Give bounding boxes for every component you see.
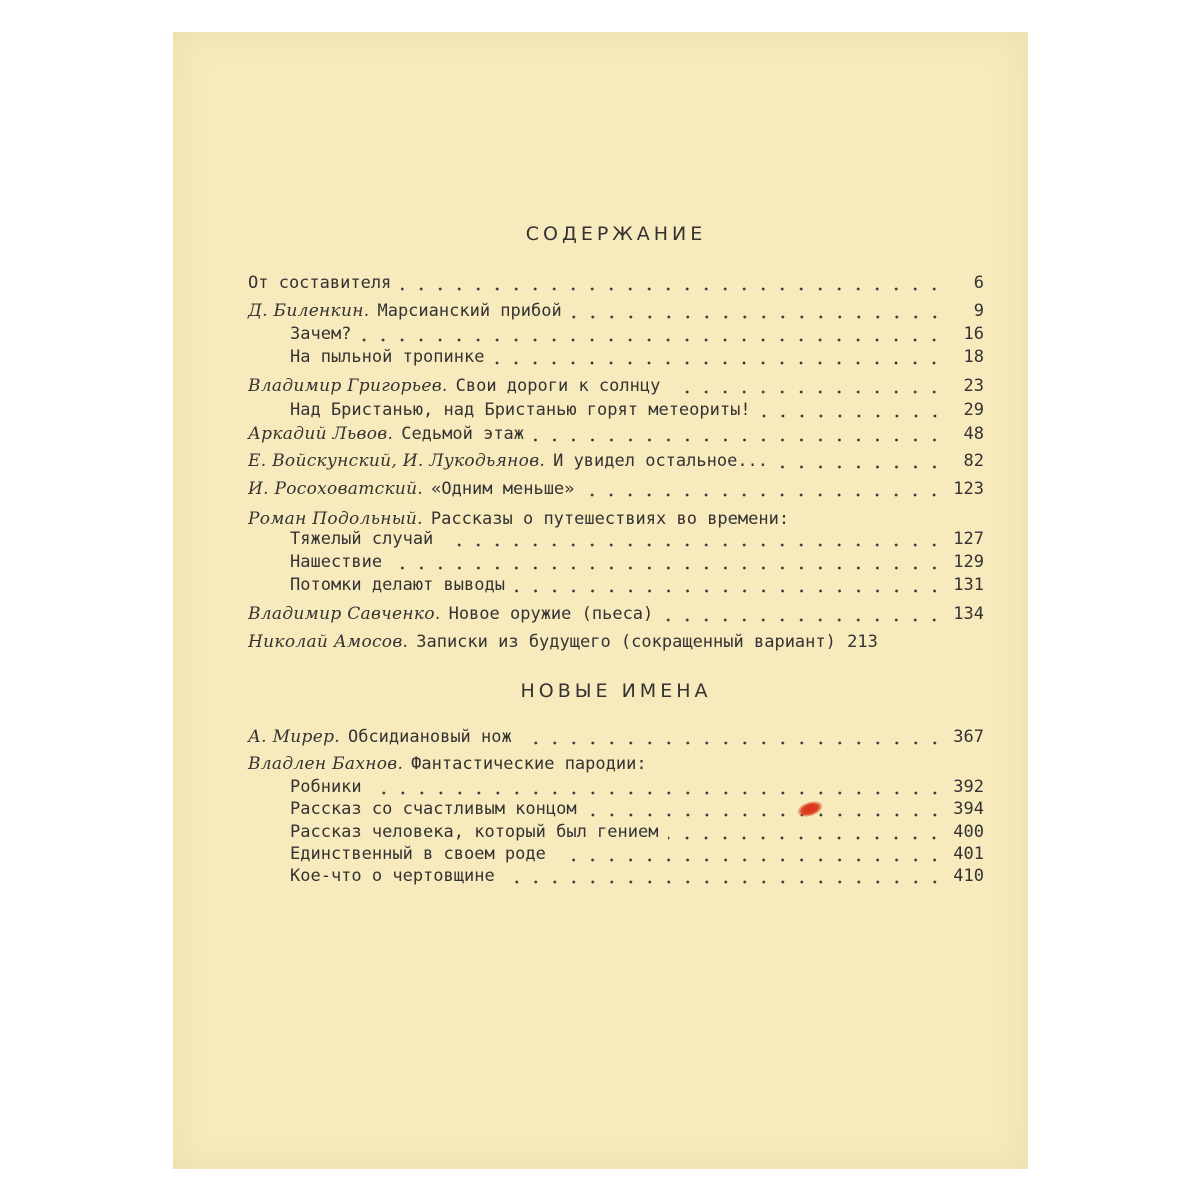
dot-leader — [443, 530, 944, 548]
dot-leader — [761, 401, 944, 419]
toc-entry — [290, 820, 984, 844]
toc-entry — [248, 602, 984, 626]
dot-leader — [534, 425, 944, 443]
entry-page: 129 — [953, 552, 984, 572]
entry-title: Новое оружие (пьеса) — [448, 604, 654, 624]
book-page — [173, 32, 1028, 1169]
entry-title: И увидел остальное... — [553, 451, 769, 471]
entry-page: 410 — [953, 866, 984, 886]
entry-title: «Одним меньше» — [431, 479, 575, 499]
entry-title: На пыльной тропинке — [290, 347, 485, 367]
dot-leader — [372, 778, 944, 796]
dot-leader — [668, 823, 944, 841]
entry-page: 134 — [953, 604, 984, 624]
entry-page: 16 — [963, 324, 984, 344]
entry-page: 401 — [953, 844, 984, 864]
toc-entry — [290, 797, 984, 821]
entry-author: Владлен Бахнов. — [248, 754, 404, 774]
entry-page: 394 — [953, 799, 984, 819]
entry-page: 123 — [953, 479, 984, 499]
toc-entry — [248, 449, 984, 473]
entry-author: Аркадий Львов. — [248, 424, 394, 444]
entry-title: Потомки делают выводы — [290, 575, 505, 595]
dot-leader — [494, 348, 944, 366]
entry-title: Фантастические пародии: — [411, 754, 647, 774]
entry-author: Владимир Григорьев. — [248, 376, 448, 396]
toc-entry — [248, 630, 984, 654]
dot-leader — [587, 800, 944, 818]
entry-page: 18 — [963, 347, 984, 367]
entry-author: И. Росоховатский. — [248, 479, 424, 499]
entry-page: 82 — [963, 451, 984, 471]
entry-title: Марсианский прибой — [377, 301, 562, 321]
dot-leader — [556, 845, 944, 863]
toc-entry — [290, 775, 984, 799]
entry-title: Тяжелый случай — [290, 529, 434, 549]
entry-author: Д. Биленкин. — [248, 301, 370, 321]
entry-title: Зачем? — [290, 324, 352, 344]
entry-title: От составителя — [248, 273, 392, 293]
dot-leader — [505, 867, 944, 885]
new-names-heading: НОВЫЕ ИМЕНА — [520, 680, 712, 702]
entry-page: 392 — [953, 777, 984, 797]
toc-entry — [248, 374, 984, 398]
entry-page: 367 — [953, 727, 984, 747]
entry-title: Обсидиановый нож — [347, 727, 512, 747]
dot-leader — [572, 302, 944, 320]
toc-entry — [290, 842, 984, 866]
entry-page: 23 — [963, 376, 984, 396]
toc-entry — [248, 422, 984, 446]
entry-title: Рассказ человека, который был гением — [290, 822, 659, 842]
dot-leader — [663, 605, 944, 623]
toc-entry — [248, 752, 984, 776]
toc-entry — [248, 299, 984, 323]
entry-author: Николай Амосов. — [248, 632, 409, 652]
toc-entry — [248, 271, 984, 295]
entry-title: Седьмой этаж — [401, 424, 525, 444]
dot-leader — [515, 576, 944, 594]
entry-author: Роман Подольный. — [248, 509, 423, 529]
entry-title: Единственный в своем роде — [290, 844, 546, 864]
entry-title: Рассказ со счастливым концом — [290, 799, 577, 819]
entry-title: Свои дороги к солнцу — [455, 376, 661, 396]
dot-leader — [584, 480, 944, 498]
entry-page: 6 — [973, 273, 984, 293]
toc-entry — [248, 725, 984, 749]
entry-page: 29 — [963, 400, 984, 420]
entry-author: Е. Войскунский, И. Лукодьянов. — [248, 451, 546, 471]
entry-title: Нашествие — [290, 552, 383, 572]
toc-entry — [290, 864, 984, 888]
toc-entry — [290, 322, 984, 346]
toc-entry — [248, 477, 984, 501]
entry-title: Кое-что о чертовщине — [290, 866, 495, 886]
entry-title: Записки из будущего (сокращенный вариант) — [416, 632, 836, 652]
dot-leader — [361, 325, 944, 343]
entry-author: А. Мирер. — [248, 727, 340, 747]
dot-leader — [522, 728, 944, 746]
entry-page: 131 — [953, 575, 984, 595]
dot-leader — [778, 452, 944, 470]
dot-leader — [392, 553, 944, 571]
entry-page: 400 — [953, 822, 984, 842]
entry-page: 127 — [953, 529, 984, 549]
entry-title: Робники — [290, 777, 362, 797]
entry-page: 213 — [847, 632, 878, 652]
dot-leader — [670, 377, 944, 395]
toc-entry — [290, 573, 984, 597]
entry-title: Рассказы о путешествиях во времени: — [430, 509, 790, 529]
toc-entry — [290, 345, 984, 369]
entry-page: 9 — [973, 301, 984, 321]
toc-entry — [290, 550, 984, 574]
entry-author: Владимир Савченко. — [248, 604, 441, 624]
dot-leader — [401, 274, 944, 292]
contents-heading: СОДЕРЖАНИЕ — [525, 223, 707, 245]
entry-title: Над Бристанью, над Бристанью горят метеориты! — [290, 400, 751, 420]
toc-entry — [290, 398, 984, 422]
entry-page: 48 — [963, 424, 984, 444]
toc-entry — [290, 527, 984, 551]
